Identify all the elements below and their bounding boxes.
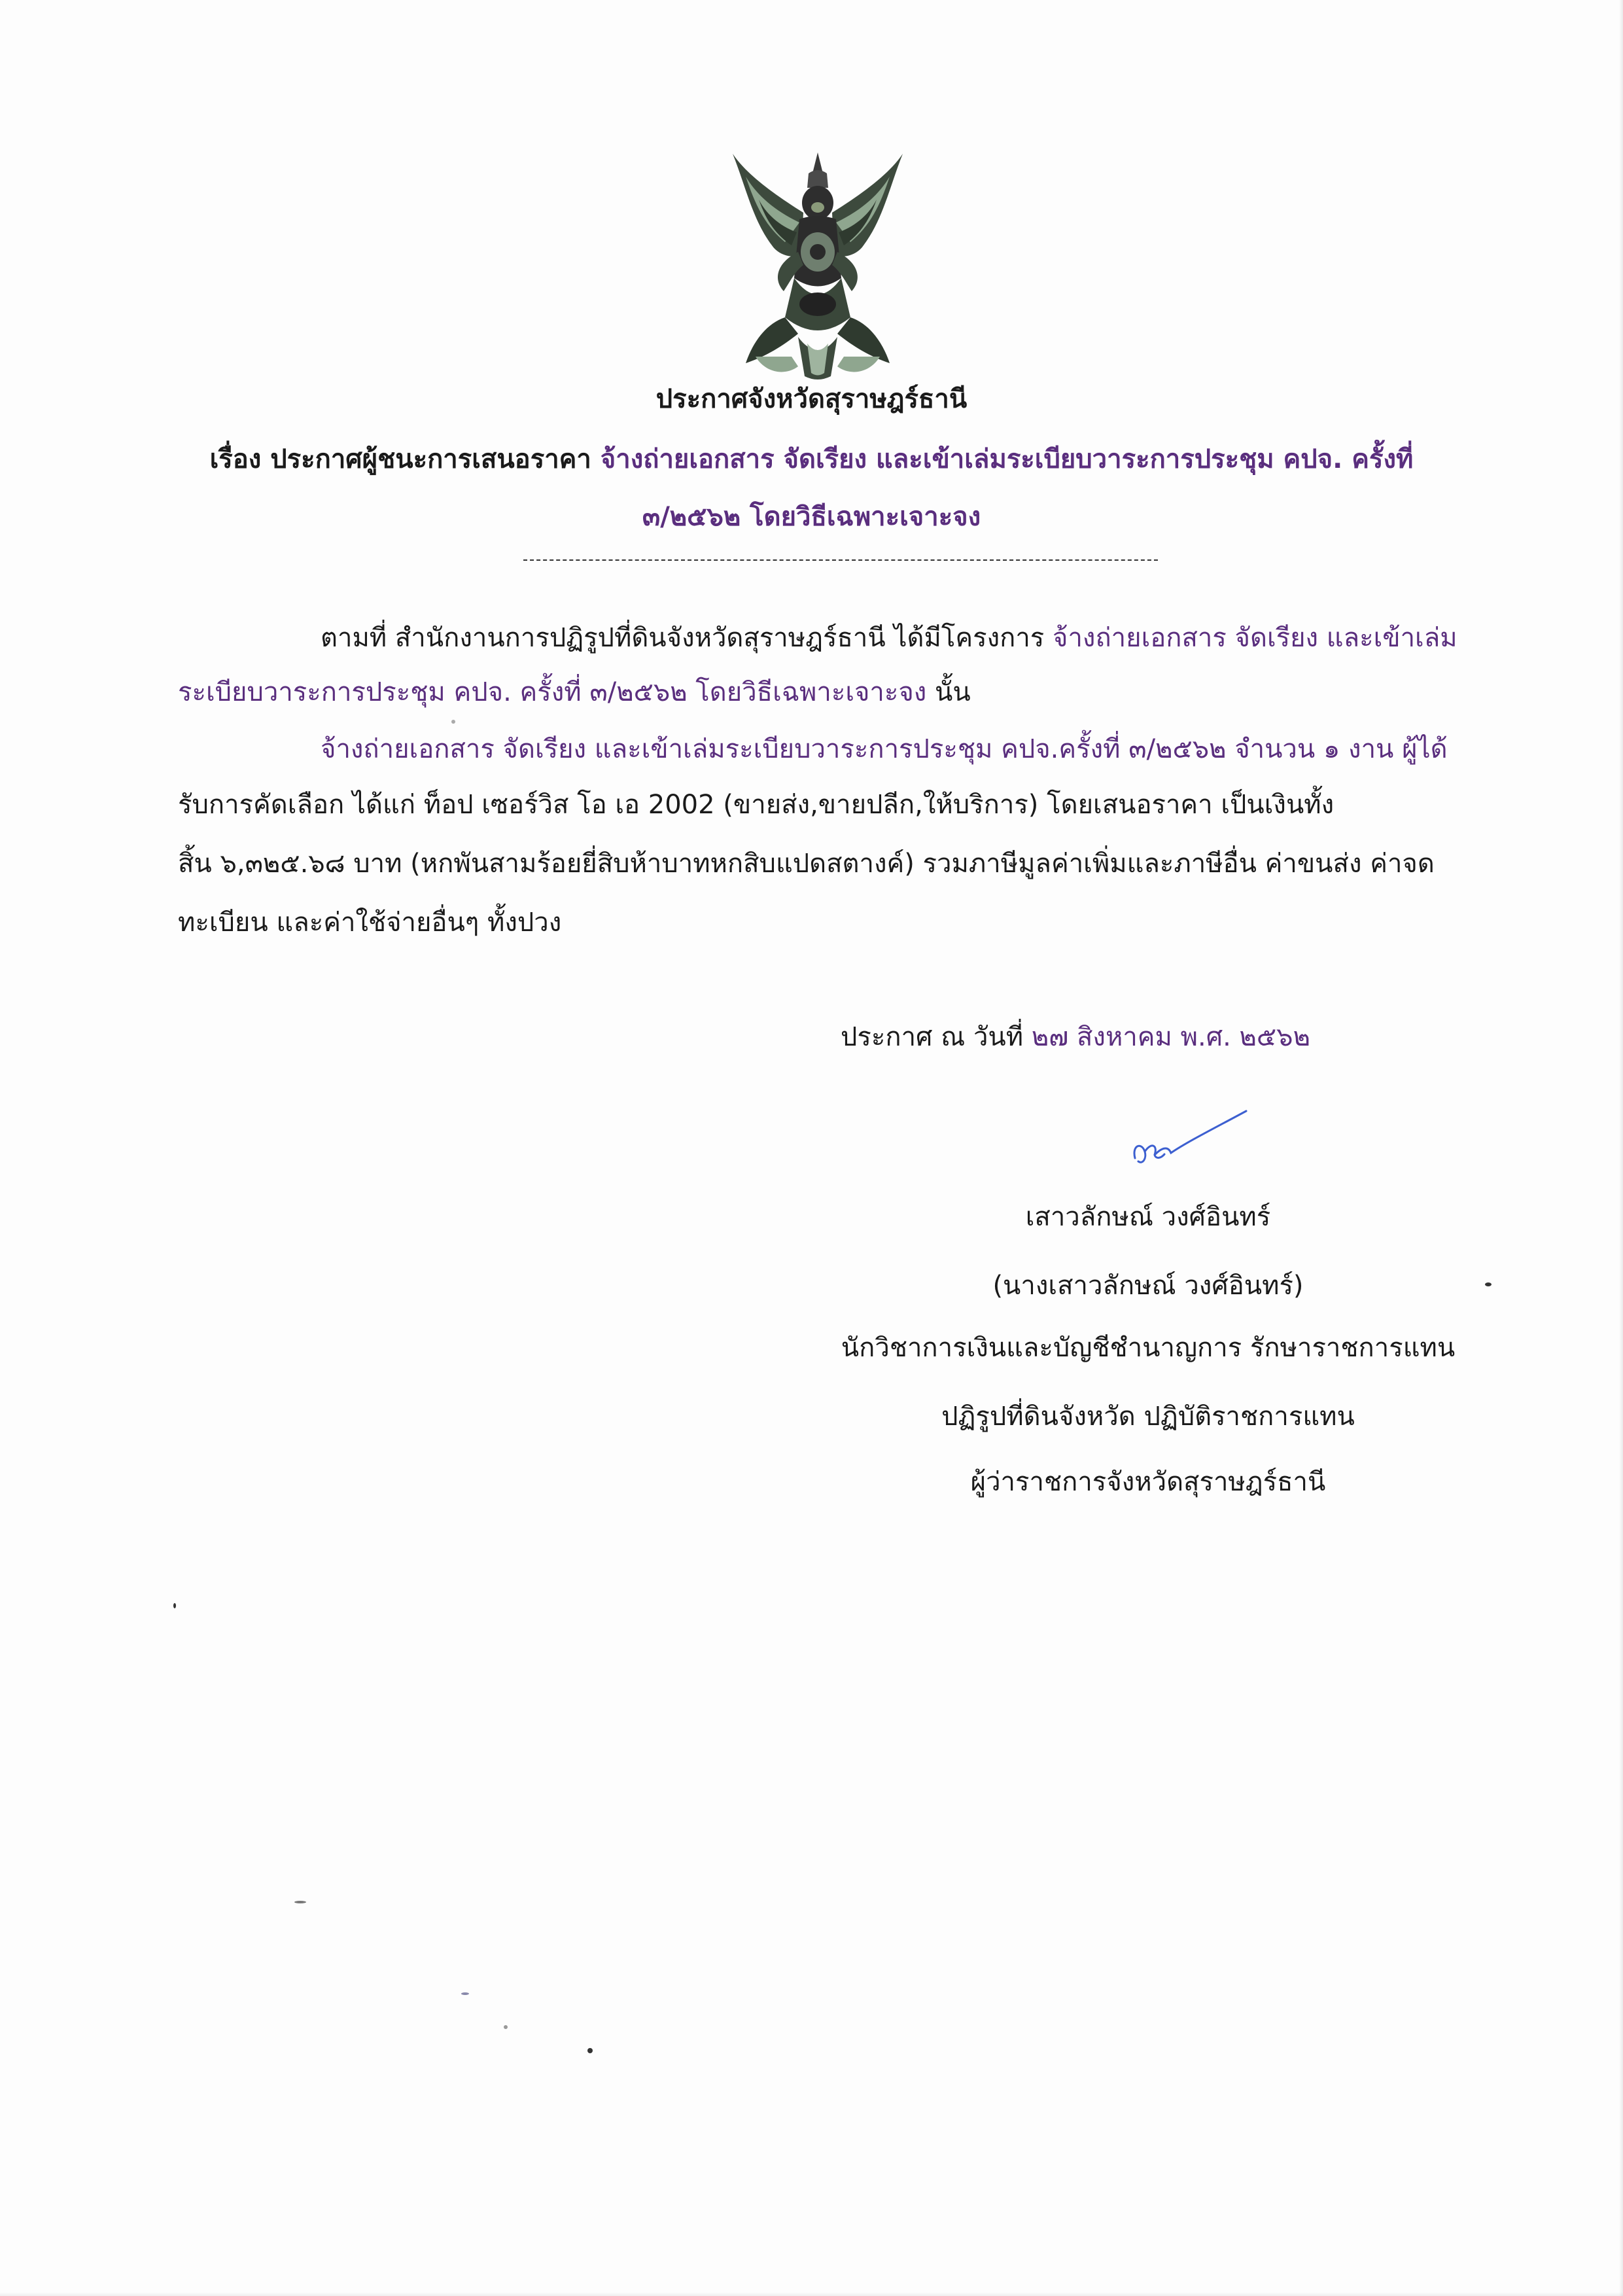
scan-edge-shadow [1619,0,1623,2296]
subject-project-name: จ้างถ่ายเอกสาร จัดเรียง และเข้าเล่มระเบียบวาระการประชุม คปจ. ครั้งที่ [600,444,1414,474]
handwritten-signature [1128,1106,1253,1178]
paragraph-2-line-4: ทะเบียน และค่าใช้จ่ายอื่นๆ ทั้งปวง [178,908,562,938]
paragraph-2-line-3: สิ้น ๖,๓๒๕.๖๘ บาท (หกพันสามร้อยยี่สิบห้าบาทหกสิบแปดสตางค์) รวมภาษีมูลค่าเพิ่มและภาษีอื่น ค่าขนส่ง ค่าจด [178,849,1435,879]
subject-line-2: ๓/๒๕๖๒ โดยวิธีเฉพาะเจาะจง [642,502,981,532]
paragraph-1-project-cont: ระเบียบวาระการประชุม คปจ. ครั้งที่ ๓/๒๕๖๒ โดยวิธีเฉพาะเจาะจง [178,677,927,707]
paragraph-1-line-1 [321,618,1457,658]
scan-edge-shadow [0,2292,1623,2296]
signer-name: เสาวลักษณ์ วงศ์อินทร์ [1025,1202,1271,1232]
scan-speck [173,1603,176,1608]
scan-speck [1485,1282,1492,1286]
signer-position-1: นักวิชาการเงินและบัญชีชำนาญการ รักษาราชการแทน [841,1333,1456,1363]
subject-line-1 [0,440,1623,479]
paragraph-1-suffix: นั้น [926,677,971,707]
subject-prefix: เรื่อง ประกาศผู้ชนะการเสนอราคา [209,444,601,474]
signer-position-3: ผู้ว่าราชการจังหวัดสุราษฎร์ธานี [970,1467,1326,1497]
paragraph-2-line-2: รับการคัดเลือก ได้แก่ ท็อป เซอร์วิส โอ เอ 2002 (ขายส่ง,ขายปลีก,ให้บริการ) โดยเสนอราคา เป็นเงินทั้ง [178,790,1335,820]
announcement-title: ประกาศจังหวัดสุราษฎร์ธานี [655,384,968,414]
scan-speck [461,1992,469,1995]
signer-full-name: (นางเสาวลักษณ์ วงศ์อินทร์) [992,1271,1304,1301]
paragraph-2-line-1: จ้างถ่ายเอกสาร จัดเรียง และเข้าเล่มระเบียบวาระการประชุม คปจ.ครั้งที่ ๓/๒๕๖๒ จำนวน ๑ งาน ผู้ได้ [321,734,1448,764]
scan-speck [294,1901,306,1903]
scan-speck [451,720,455,724]
paragraph-1-prefix: ตามที่ สำนักงานการปฏิรูปที่ดินจังหวัดสุราษฎร์ธานี ได้มีโครงการ [321,623,1053,653]
divider-rule [523,559,1158,561]
scan-speck [504,2025,508,2029]
signer-position-2: ปฏิรูปที่ดินจังหวัด ปฏิบัติราชการแทน [941,1402,1355,1432]
date-value: ๒๗ สิงหาคม พ.ศ. ๒๕๖๒ [1031,1022,1310,1052]
paragraph-1-project: จ้างถ่ายเอกสาร จัดเรียง และเข้าเล่ม [1053,623,1457,653]
announcement-date [841,1017,1310,1057]
garuda-emblem-icon [726,147,909,383]
paragraph-1-line-2 [178,673,971,712]
scan-speck [587,2048,593,2053]
date-prefix: ประกาศ ณ วันที่ [841,1022,1032,1052]
